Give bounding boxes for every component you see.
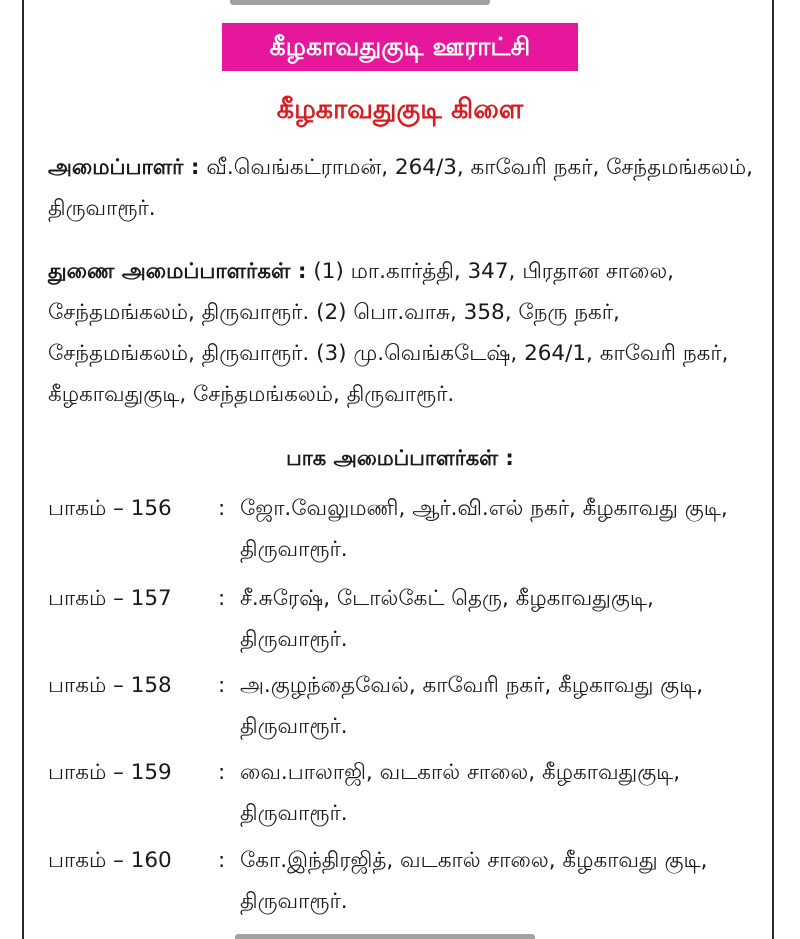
separator: : <box>218 586 226 611</box>
organizer-label: அமைப்பாளர் : <box>48 155 200 180</box>
deputies-label: துணை அமைப்பாளர்கள் : <box>48 259 307 284</box>
section-heading: பாக அமைப்பாளர்கள் : <box>286 446 514 470</box>
branch-title: கீழகாவதுகுடி கிளை <box>276 94 524 125</box>
part-text: ஜோ.வேலுமணி, ஆர்.வி.எல் நகர், கீழகாவது குடி, திருவாரூர். <box>240 496 728 562</box>
organizer-paragraph <box>48 147 764 229</box>
separator: : <box>218 673 226 698</box>
deputies-text: (1) மா.கார்த்தி, 347, பிரதான சாலை, சேந்தமங்கலம், திருவாரூர். (2) பொ.வாசு, 358, நேரு நகர், சேந்தமங்கலம், திருவாரூர். (3) மு.வெங்கடேஷ், 264/1, காவேரி நகர், கீழகாவதுகுடி, சேந்தமங்கலம், திருவாரூர். <box>48 259 729 407</box>
part-label: பாகம் – 158 <box>48 673 172 698</box>
part-text: சீ.சுரேஷ், டோல்கேட் தெரு, கீழகாவதுகுடி, திருவாரூர். <box>240 586 654 652</box>
part-label: பாகம் – 157 <box>48 586 172 611</box>
organizer-text: வீ.வெங்கட்ராமன், 264/3, காவேரி நகர், சேந்தமங்கலம், திருவாரூர். <box>48 155 753 221</box>
part-text: வை.பாலாஜி, வடகால் சாலை, கீழகாவதுகுடி, திருவாரூர். <box>240 760 681 826</box>
part-text: அ.குழந்தைவேல், காவேரி நகர், கீழகாவது குடி, திருவாரூர். <box>240 673 704 739</box>
separator: : <box>218 848 226 873</box>
deputies-paragraph <box>48 251 764 415</box>
cropped-text-bottom <box>235 934 535 939</box>
separator: : <box>218 760 226 785</box>
cropped-text-top <box>230 0 490 5</box>
part-text: கோ.இந்திரஜித், வடகால் சாலை, கீழகாவது குடி, திருவாரூர். <box>240 848 708 914</box>
part-label: பாகம் – 159 <box>48 760 172 785</box>
part-label: பாகம் – 156 <box>48 496 172 521</box>
panchayat-banner: கீழகாவதுகுடி ஊராட்சி <box>222 23 578 71</box>
part-label: பாகம் – 160 <box>48 848 172 873</box>
separator: : <box>218 496 226 521</box>
